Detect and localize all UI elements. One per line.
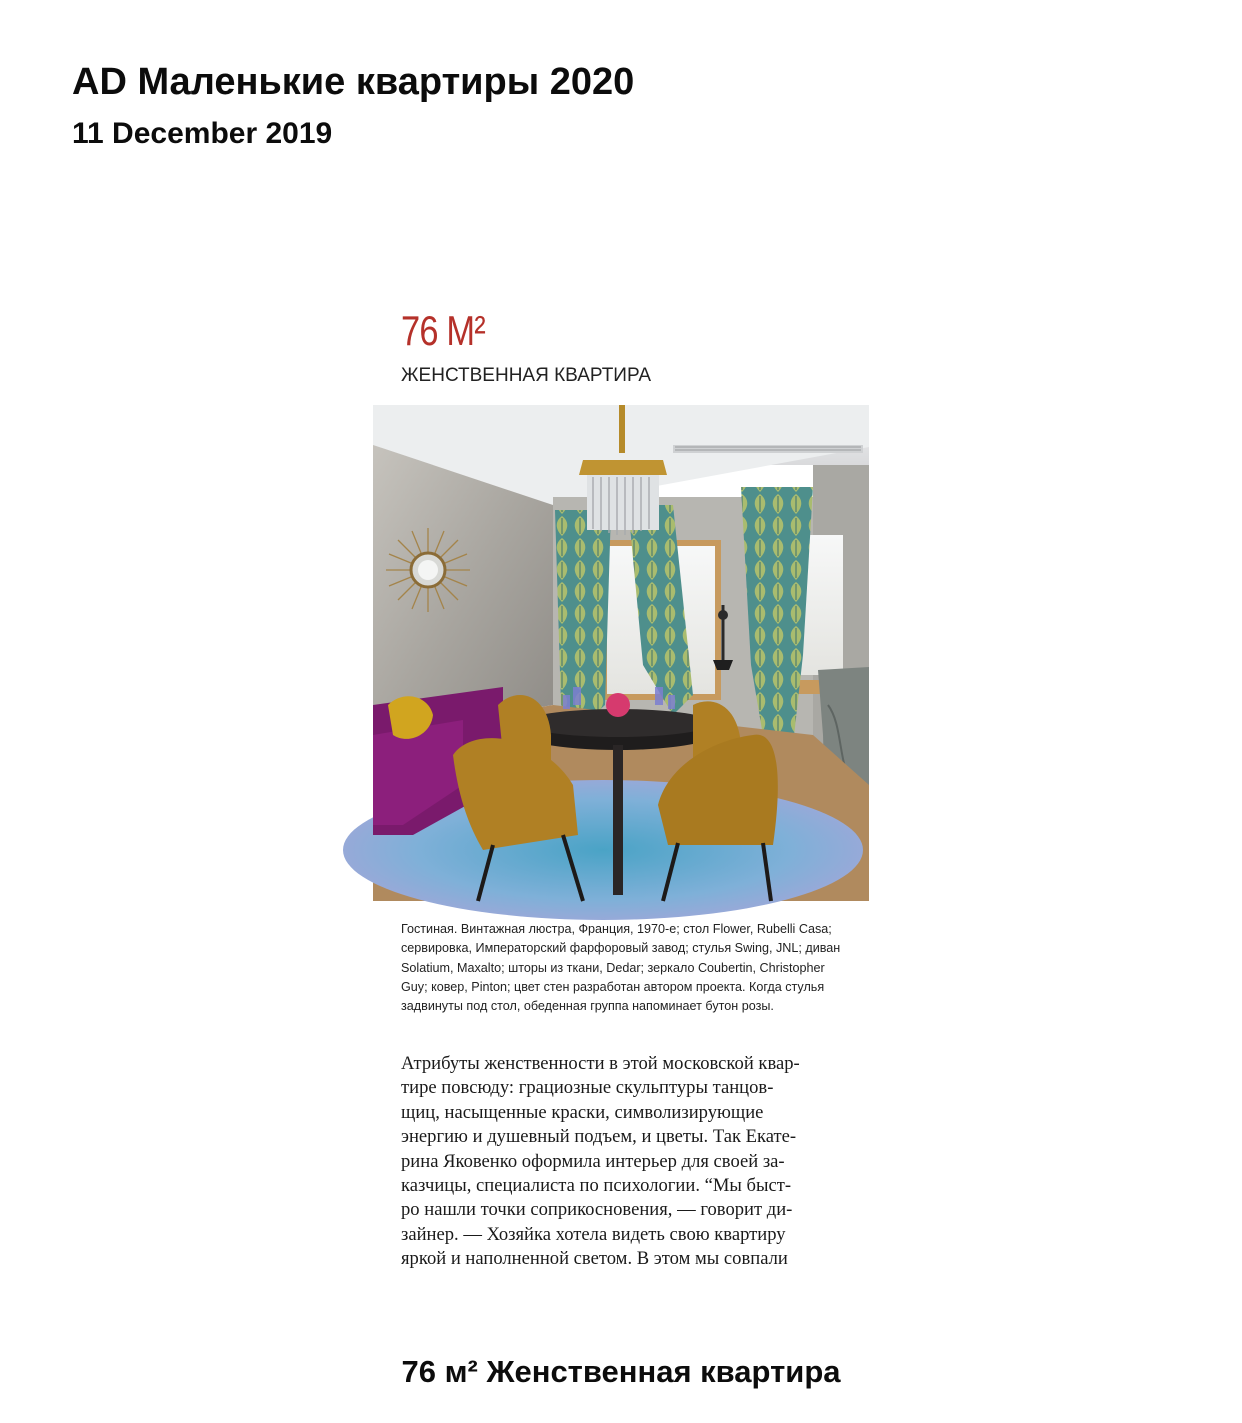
body-line: ро нашли точки соприкосновения, — говорит ди- <box>401 1199 793 1221</box>
body-line: рина Яковенко оформила интерьер для своей за- <box>401 1150 785 1172</box>
apartment-area: 76 М² <box>401 307 485 354</box>
body-line: казчицы, специалиста по психологии. “Мы быст- <box>401 1175 792 1197</box>
body-line: Атрибуты женственности в этой московской квар- <box>401 1053 800 1074</box>
body-line: энергию и душевный подъем, и цветы. Так Екате- <box>401 1126 797 1148</box>
publication-date: 11 December 2019 <box>72 117 333 150</box>
article-body <box>401 1052 841 1270</box>
body-line: яркой и наполненной светом. В этом мы совпали <box>401 1248 788 1270</box>
article-footer-caption: 76 м² Женственная квартира <box>401 1354 841 1389</box>
photo-caption: Гостиная. Винтажная люстра, Франция, 1970-е; стол Flower, Rubelli Casa; сервировка, Императорский фарфоровый завод; стулья Swing, JNL; диван Solatium, Maxalto; шторы из ткани, Dedar; зеркало Coubertin, Christopher Guy; ковер, Pinton; цвет стен разработан автором проекта. Когда стулья задвинуты под стол, обеденная группа напоминает бутон розы. <box>401 922 841 1014</box>
article-subtitle: ЖЕНСТВЕННАЯ КВАРТИРА <box>401 365 652 386</box>
body-line: щиц, насыщенные краски, символизирующие <box>401 1101 764 1123</box>
article-page <box>373 290 873 1270</box>
body-line: тире повсюду: грациозные скульптуры танцов- <box>401 1077 774 1099</box>
body-line: зайнер. — Хозяйка хотела видеть свою квартиру <box>401 1223 786 1245</box>
publication-title: AD Маленькие квартиры 2020 <box>72 61 635 103</box>
living-room-photo <box>373 405 869 901</box>
